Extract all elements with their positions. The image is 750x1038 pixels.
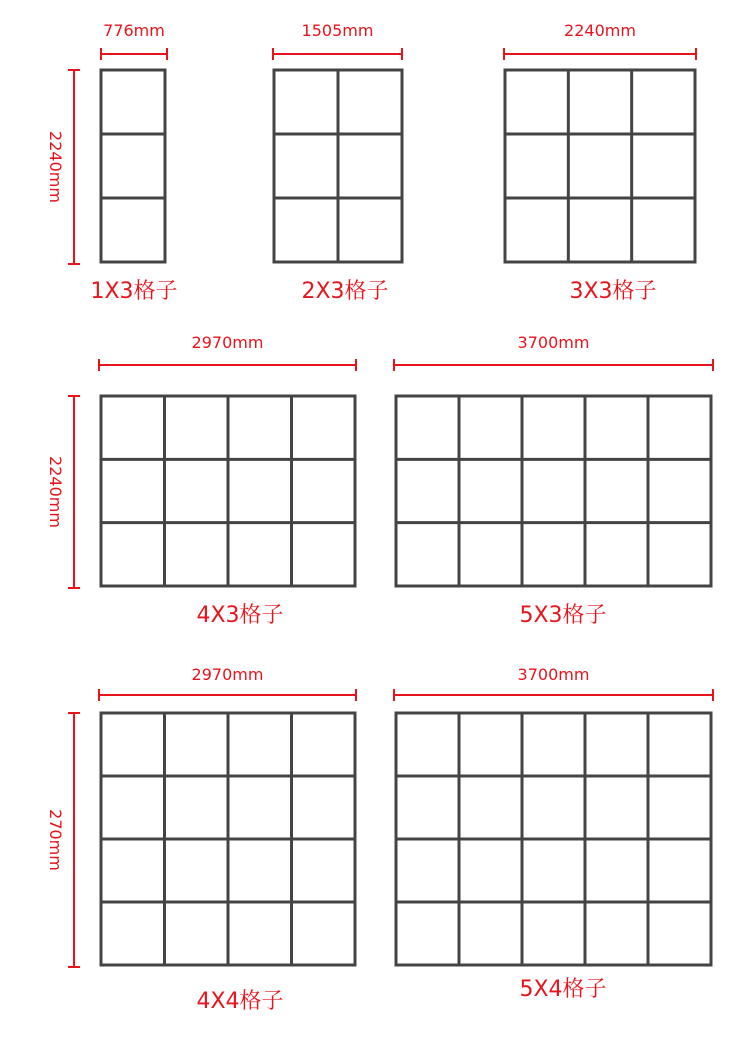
grid-caption: 4X3格子 bbox=[196, 603, 284, 628]
height-label: 270mm bbox=[46, 809, 65, 871]
grid-panel-p4 bbox=[46, 333, 356, 628]
grid-caption: 1X3格子 bbox=[90, 279, 178, 304]
height-label: 2240mm bbox=[46, 131, 65, 203]
grid-panel-p5 bbox=[394, 333, 713, 628]
grid-caption: 5X3格子 bbox=[519, 603, 607, 628]
grid-panel-p1 bbox=[46, 21, 178, 304]
width-label: 3700mm bbox=[517, 333, 590, 352]
width-label: 1505mm bbox=[301, 21, 374, 40]
grid-frame bbox=[396, 396, 711, 586]
width-label: 3700mm bbox=[517, 665, 590, 684]
grid-caption: 2X3格子 bbox=[301, 279, 389, 304]
grid-panel-p3 bbox=[504, 21, 696, 304]
grid-caption: 5X4格子 bbox=[519, 977, 607, 1002]
grid-panel-p2 bbox=[273, 21, 402, 304]
width-label: 776mm bbox=[103, 21, 165, 40]
width-label: 2970mm bbox=[191, 665, 264, 684]
grid-panel-p6 bbox=[46, 665, 356, 1014]
grid-caption: 4X4格子 bbox=[196, 989, 284, 1014]
height-label: 2240mm bbox=[46, 456, 65, 528]
grid-caption: 3X3格子 bbox=[569, 279, 657, 304]
width-label: 2240mm bbox=[564, 21, 636, 40]
width-label: 2970mm bbox=[191, 333, 264, 352]
grid-frame bbox=[505, 70, 695, 262]
grid-panel-p7 bbox=[394, 665, 713, 1002]
grid-frame bbox=[101, 70, 165, 262]
